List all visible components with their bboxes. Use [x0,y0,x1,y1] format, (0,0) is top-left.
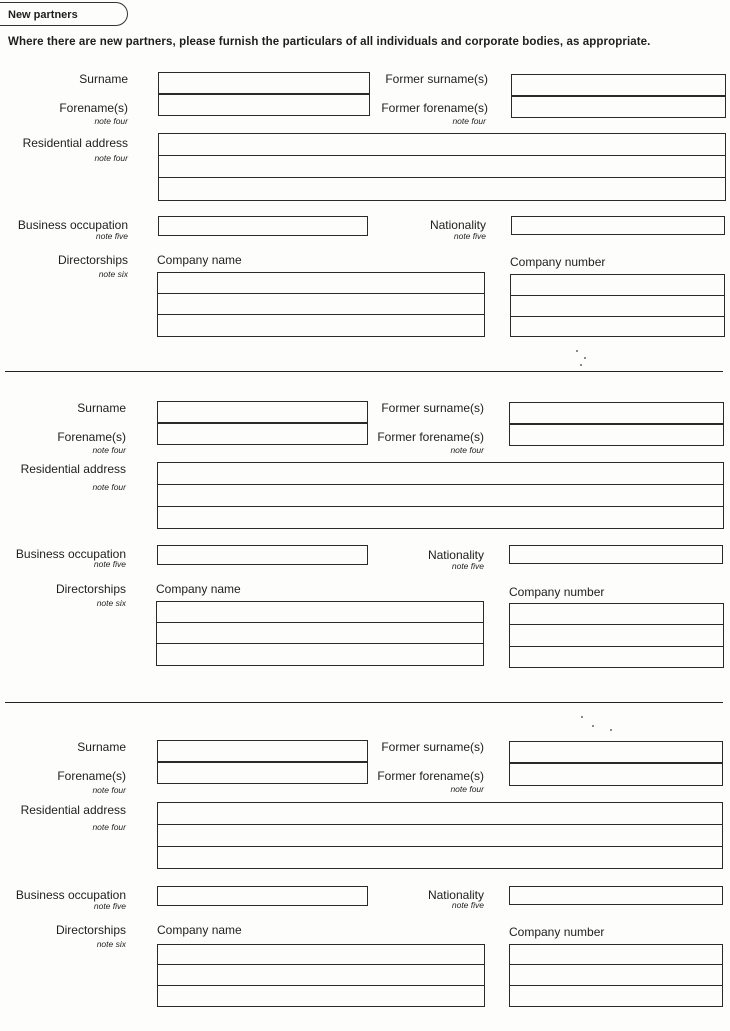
residential-address-note: note four [92,482,126,492]
forenames-note: note four [94,116,128,126]
section-divider [5,702,723,703]
address-line-divider [157,506,724,507]
former-forenames-note: note four [450,445,484,455]
address-line-divider [157,824,723,825]
former-forenames-label: Former forename(s) [377,769,484,783]
address-line-divider [157,484,724,485]
section-divider [5,371,723,372]
nationality-label: Nationality [427,548,484,562]
nationality-field[interactable] [509,545,723,564]
residential-address-label: Residential address [20,462,126,476]
company-name-field[interactable] [156,601,484,666]
former-forenames-field[interactable] [509,763,723,786]
surname-label: Surname [79,72,128,86]
former-forenames-label: Former forename(s) [377,430,484,444]
company-number-field[interactable] [510,274,725,337]
partner-section-1 [0,62,730,362]
company-number-divider [509,646,724,647]
company-name-divider [157,964,485,965]
residential-address-label: Residential address [20,803,126,817]
forenames-field[interactable] [158,94,370,116]
directorships-note: note six [96,939,126,949]
forenames-label: Forename(s) [57,769,126,783]
company-number-divider [509,964,723,965]
forenames-field[interactable] [157,423,368,445]
nationality-field[interactable] [509,886,723,905]
intro-text: Where there are new partners, please furnish the particulars of all individuals and corporate bodies, as appropriate. [8,36,651,48]
directorships-label: Directorships [55,582,126,596]
former-surnames-label: Former surname(s) [385,72,488,86]
business-occupation-label: Business occupation [17,218,128,232]
scan-speck [581,716,583,718]
address-line-divider [158,177,726,178]
company-name-divider [156,622,484,623]
company-number-divider [510,295,725,296]
nationality-label: Nationality [427,888,484,902]
nationality-note: note five [453,231,486,241]
business-occupation-note: note five [93,901,126,911]
directorships-label: Directorships [55,923,126,937]
scan-speck [580,364,582,366]
residential-address-note: note four [92,822,126,832]
business-occupation-note: note five [93,559,126,569]
company-name-divider [157,314,485,315]
partner-section-2 [0,391,730,691]
company-name-field[interactable] [157,944,485,1007]
company-number-label: Company number [510,255,606,269]
company-number-label: Company number [509,925,605,939]
residential-address-note: note four [94,153,128,163]
company-number-label: Company number [509,585,605,599]
company-number-divider [509,985,723,986]
nationality-label: Nationality [429,218,486,232]
section-title: New partners [8,9,78,21]
company-number-divider [509,624,724,625]
directorships-label: Directorships [57,253,128,267]
company-name-divider [157,293,485,294]
forenames-label: Forename(s) [59,101,128,115]
former-forenames-field[interactable] [511,96,726,118]
former-surnames-label: Former surname(s) [381,740,484,754]
company-name-field[interactable] [157,272,485,337]
scan-speck [592,725,594,727]
residential-address-field[interactable] [157,802,723,869]
scan-speck [584,357,586,359]
former-surnames-field[interactable] [511,74,726,96]
residential-address-field[interactable] [158,133,726,201]
company-name-label: Company name [157,923,242,937]
business-occupation-field[interactable] [157,886,368,906]
former-forenames-label: Former forename(s) [381,101,488,115]
surname-label: Surname [77,740,126,754]
surname-field[interactable] [157,401,368,423]
business-occupation-field[interactable] [157,545,368,565]
forenames-note: note four [92,445,126,455]
address-line-divider [157,846,723,847]
company-name-divider [157,985,485,986]
company-number-field[interactable] [509,944,723,1007]
nationality-note: note five [451,900,484,910]
company-name-divider [156,643,484,644]
scan-speck [576,350,578,352]
scan-speck [610,729,612,731]
residential-address-field[interactable] [157,462,724,529]
company-number-field[interactable] [509,603,724,668]
residential-address-label: Residential address [22,136,128,150]
company-name-label: Company name [156,582,241,596]
surname-field[interactable] [157,740,368,762]
partner-section-3 [0,731,730,1031]
business-occupation-label: Business occupation [15,888,126,902]
business-occupation-field[interactable] [158,216,368,236]
surname-label: Surname [77,401,126,415]
forenames-label: Forename(s) [57,430,126,444]
former-surnames-label: Former surname(s) [381,401,484,415]
nationality-note: note five [451,561,484,571]
business-occupation-note: note five [95,231,128,241]
former-forenames-note: note four [450,784,484,794]
nationality-field[interactable] [511,216,725,235]
former-surnames-field[interactable] [509,741,723,763]
directorships-note: note six [96,598,126,608]
directorships-note: note six [98,269,128,279]
former-forenames-note: note four [452,116,486,126]
company-number-divider [510,316,725,317]
former-forenames-field[interactable] [509,424,724,446]
address-line-divider [158,155,726,156]
former-surnames-field[interactable] [509,402,724,424]
forenames-field[interactable] [157,762,368,784]
section-tab [0,2,128,26]
surname-field[interactable] [158,72,370,94]
business-occupation-label: Business occupation [15,547,126,561]
forenames-note: note four [92,785,126,795]
company-name-label: Company name [157,253,242,267]
